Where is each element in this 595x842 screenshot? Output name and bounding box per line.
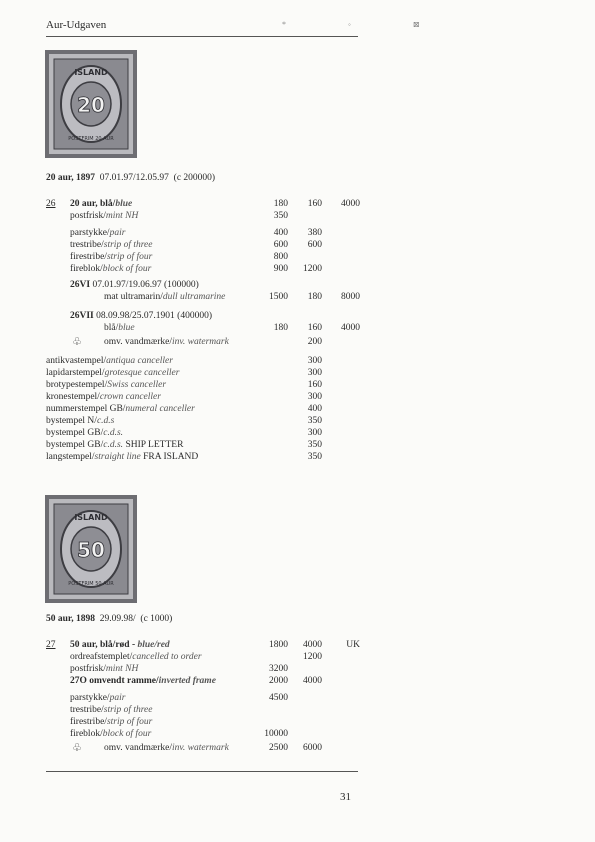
- label-text: langstempel/: [46, 452, 95, 462]
- header-rule: [46, 36, 358, 37]
- label-text: 20 aur, blå/: [70, 199, 116, 209]
- label-text: blå/: [104, 323, 119, 333]
- catalogue-row: [0, 743, 595, 755]
- label-plain: 07.01.97/19.06.97 (100000): [90, 280, 199, 290]
- label-text: nummerstempel GB/: [46, 404, 126, 414]
- label-italic: antiqua canceller: [106, 356, 173, 366]
- price-c1: 600: [273, 240, 288, 250]
- label-text: antikvastempel/: [46, 356, 107, 366]
- price-c1: 2000: [269, 676, 288, 686]
- label-italic: inverted frame: [158, 676, 216, 686]
- label-suffix: SHIP LETTER: [123, 440, 184, 450]
- catalogue-number: 27: [46, 640, 56, 650]
- row-label: [46, 404, 195, 414]
- catalogue-row: [0, 211, 595, 223]
- label-text: 50 aur, blå/rød -: [70, 640, 138, 650]
- catalogue-row: [0, 392, 595, 404]
- svg-text:50: 50: [77, 538, 105, 562]
- label-text: bystempel GB/: [46, 440, 104, 450]
- row-label: [70, 676, 216, 686]
- row-label: [46, 452, 198, 462]
- issue-heading-50-aur: 50 aur, 1898 29.09.98/ (c 1000): [46, 614, 173, 624]
- row-label: [70, 228, 125, 238]
- label-text: firestribe/: [70, 252, 107, 262]
- price-c2: 350: [307, 440, 322, 450]
- label-text: parstykke/: [70, 228, 110, 238]
- catalogue-row: [0, 717, 595, 729]
- label-text: lapidarstempel/: [46, 368, 105, 378]
- label-italic: blue: [115, 199, 133, 209]
- label-italic: block of four: [102, 264, 152, 274]
- label-italic: pair: [109, 228, 126, 238]
- label-text: bystempel N/: [46, 416, 97, 426]
- catalogue-row: [0, 311, 595, 323]
- label-text: omv. vandmærke/: [104, 337, 172, 347]
- header-marks: * ◦ ⊠: [282, 20, 450, 29]
- catalogue-row: [0, 652, 595, 664]
- label-suffix: FRA ISLAND: [140, 452, 199, 462]
- row-label: [70, 729, 151, 739]
- label-italic: blue: [118, 323, 135, 333]
- label-text: bystempel GB/: [46, 428, 104, 438]
- stamp-image-20-aur: [45, 50, 137, 158]
- price-c3: 4000: [341, 323, 360, 333]
- price-c2: 600: [307, 240, 322, 250]
- price-c2: 4000: [303, 640, 322, 650]
- label-text: omv. vandmærke/: [104, 743, 172, 753]
- price-c2: 300: [307, 428, 322, 438]
- row-label: [70, 252, 152, 262]
- row-label: [70, 264, 151, 274]
- label-plain: omvendt ramme/: [86, 676, 159, 686]
- label-text: brotypestempel/: [46, 380, 108, 390]
- label-text: parstykke/: [70, 693, 110, 703]
- label-italic: block of four: [102, 729, 152, 739]
- price-c2: 1200: [303, 652, 322, 662]
- price-c2: 180: [307, 292, 322, 302]
- row-label: [104, 323, 135, 333]
- label-italic: c.d.s.: [103, 440, 124, 450]
- svg-text:ISLAND: ISLAND: [74, 513, 108, 522]
- row-label: [70, 199, 132, 209]
- price-c1: 10000: [264, 729, 288, 739]
- row-label: [70, 211, 138, 221]
- row-label: [70, 280, 199, 290]
- label-italic: crown canceller: [99, 392, 161, 402]
- catalogue-row: [0, 404, 595, 416]
- price-c1: 180: [273, 323, 288, 333]
- label-italic: mint NH: [105, 664, 139, 674]
- row-label: [46, 440, 183, 450]
- label-italic: dull ultramarine: [162, 292, 226, 302]
- watermark-clover-icon: ♧: [72, 742, 82, 754]
- price-c2: 400: [307, 404, 322, 414]
- label-text: 26VI: [70, 280, 91, 290]
- svg-text:PÓSTFRIM 20 AUR: PÓSTFRIM 20 AUR: [68, 136, 114, 142]
- issue-heading-20-aur: 20 aur, 1897 07.01.97/12.05.97 (c 200000): [46, 173, 216, 183]
- row-label: [70, 240, 153, 250]
- row-label: [46, 380, 166, 390]
- row-label: [70, 311, 212, 321]
- price-c2: 1200: [303, 264, 322, 274]
- row-label: [104, 292, 225, 302]
- row-label: [70, 705, 153, 715]
- label-italic: numeral canceller: [125, 404, 195, 414]
- price-c3: 8000: [341, 292, 360, 302]
- row-label: [46, 428, 123, 438]
- row-label: [104, 743, 229, 753]
- price-c2: 350: [307, 416, 322, 426]
- catalogue-row: [0, 280, 595, 292]
- label-text: firestribe/: [70, 717, 107, 727]
- price-c1: 3200: [269, 664, 288, 674]
- footer-rule: [46, 771, 358, 772]
- label-italic: inv. watermark: [171, 743, 229, 753]
- price-c2: 300: [307, 356, 322, 366]
- label-text: trestribe/: [70, 240, 104, 250]
- catalogue-row: [0, 292, 595, 304]
- catalogue-row: [0, 380, 595, 392]
- price-c2: 4000: [303, 676, 322, 686]
- price-c1: 4500: [269, 693, 288, 703]
- catalogue-row: [0, 240, 595, 252]
- label-italic: Swiss canceller: [107, 380, 167, 390]
- catalogue-row: [0, 729, 595, 741]
- label-italic: c.d.s.: [103, 428, 124, 438]
- row-label: [46, 368, 179, 378]
- label-text: 26VII: [70, 311, 94, 321]
- price-c2: 300: [307, 392, 322, 402]
- catalogue-row: [0, 693, 595, 705]
- price-c2: 200: [307, 337, 322, 347]
- label-italic: grotesque canceller: [104, 368, 180, 378]
- page-number: 31: [340, 791, 351, 803]
- label-italic: c.d.s: [96, 416, 115, 426]
- label-text: mat ultramarin/: [104, 292, 163, 302]
- price-c2: 380: [307, 228, 322, 238]
- price-c1: 400: [273, 228, 288, 238]
- label-text: trestribe/: [70, 705, 104, 715]
- catalogue-row: [0, 428, 595, 440]
- catalogue-row: [0, 368, 595, 380]
- row-label: [104, 337, 229, 347]
- catalogue-row: [0, 264, 595, 276]
- price-c3: 4000: [341, 199, 360, 209]
- label-text: ordreafstemplet/: [70, 652, 133, 662]
- label-italic: straight line: [94, 452, 141, 462]
- catalogue-row: [0, 356, 595, 368]
- catalogue-row: [0, 452, 595, 464]
- catalogue-row: [0, 676, 595, 688]
- label-text: 27O: [70, 676, 87, 686]
- row-label: [46, 356, 173, 366]
- catalogue-row: [0, 440, 595, 452]
- label-text: postfrisk/: [70, 211, 106, 221]
- label-text: fireblok/: [70, 264, 103, 274]
- catalogue-row: [0, 664, 595, 676]
- row-label: [70, 652, 202, 662]
- row-label: [70, 664, 138, 674]
- catalogue-row: [0, 705, 595, 717]
- price-c2: 300: [307, 368, 322, 378]
- label-italic: strip of three: [103, 240, 153, 250]
- price-c2: 160: [307, 323, 322, 333]
- catalogue-row: [0, 640, 595, 652]
- stamp-image-50-aur: [45, 495, 137, 603]
- label-italic: inv. watermark: [171, 337, 229, 347]
- price-c1: 1500: [269, 292, 288, 302]
- row-label: [46, 416, 114, 426]
- svg-text:PÓSTFRIM 50 AUR: PÓSTFRIM 50 AUR: [68, 581, 114, 587]
- catalogue-row: [0, 199, 595, 211]
- row-label: [46, 392, 161, 402]
- running-header: Aur-Udgaven: [46, 19, 107, 31]
- label-italic: strip of three: [103, 705, 153, 715]
- catalogue-row: [0, 228, 595, 240]
- label-italic: strip of four: [106, 717, 153, 727]
- catalogue-row: [0, 337, 595, 349]
- row-label: [70, 693, 125, 703]
- row-label: [70, 640, 170, 650]
- catalogue-row: [0, 416, 595, 428]
- price-c1: 2500: [269, 743, 288, 753]
- price-c1: 800: [273, 252, 288, 262]
- label-text: kronestempel/: [46, 392, 100, 402]
- svg-text:ISLAND: ISLAND: [74, 68, 108, 77]
- label-text: postfrisk/: [70, 664, 106, 674]
- svg-text:20: 20: [77, 93, 105, 117]
- catalogue-row: [0, 323, 595, 335]
- watermark-clover-icon: ♧: [72, 336, 82, 348]
- label-italic: cancelled to order: [132, 652, 202, 662]
- label-italic: mint NH: [105, 211, 139, 221]
- catalogue-number: 26: [46, 199, 56, 209]
- row-label: [70, 717, 152, 727]
- price-c1: 1800: [269, 640, 288, 650]
- label-plain: 08.09.98/25.07.1901 (400000): [93, 311, 212, 321]
- price-c2: 6000: [303, 743, 322, 753]
- price-c2: 160: [307, 199, 322, 209]
- label-italic: blue/red: [137, 640, 170, 650]
- label-italic: strip of four: [106, 252, 153, 262]
- price-c1: 180: [273, 199, 288, 209]
- price-c2: 350: [307, 452, 322, 462]
- label-text: fireblok/: [70, 729, 103, 739]
- price-c3: UK: [346, 640, 360, 650]
- price-c1: 350: [273, 211, 288, 221]
- catalogue-row: [0, 252, 595, 264]
- price-c2: 160: [307, 380, 322, 390]
- price-c1: 900: [273, 264, 288, 274]
- label-italic: pair: [109, 693, 126, 703]
